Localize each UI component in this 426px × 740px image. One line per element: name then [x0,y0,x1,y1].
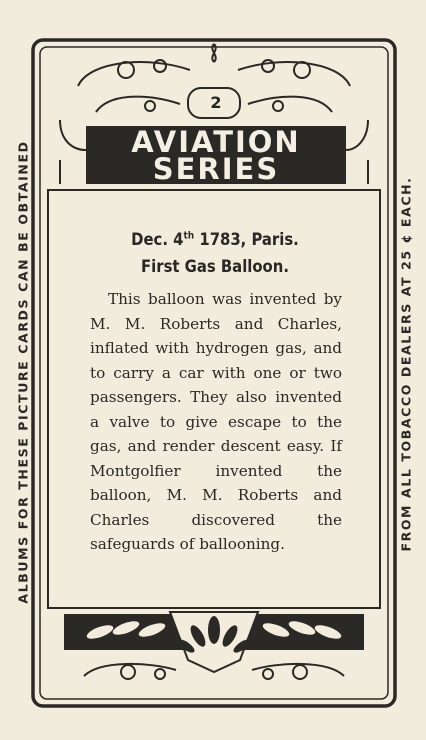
side-caption-right: FROM ALL TOBACCO DEALERS AT 25 ¢ EACH. [398,176,414,552]
headline-date-prefix: Dec. 4 [131,230,184,249]
card-body [90,287,342,557]
bottom-leaf-ornament [64,612,364,679]
headline-title: First Gas Balloon. [141,257,289,276]
series-title-line2: SERIES [152,152,280,186]
card-number: 2 [210,93,222,112]
side-caption-left: ALBUMS FOR THESE PICTURE CARDS CAN BE OBTAINED [15,140,31,604]
body-paragraph: This balloon was invented by M. M. Roberts and Charles, inflated with hydrogen gas, and to carry a car with one or two passengers. They also invented a valve to give escape to the gas, and render descent easy. If Montgolfier invented the balloon, M. M. Roberts and Charles discovered the safeguards of ballooning. [90,290,342,553]
headline-date [60,230,370,249]
headline-date-rest: 1783, Paris. [194,230,299,249]
series-banner [86,126,346,184]
headline-date-suffix: th [183,230,195,242]
series-title-line1: AVIATION [131,125,301,159]
